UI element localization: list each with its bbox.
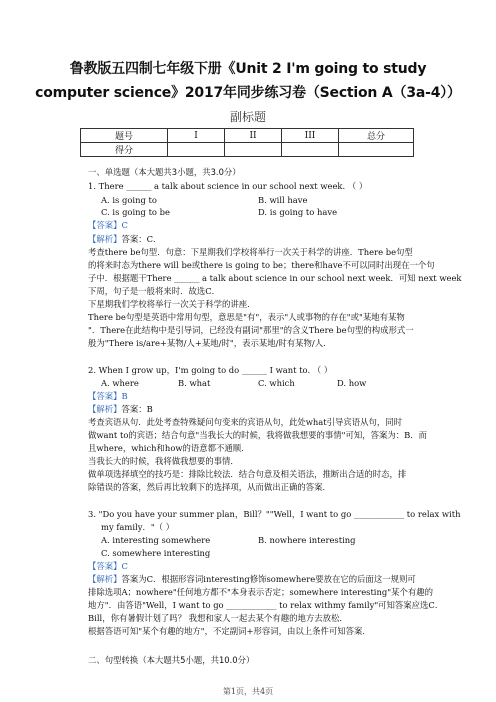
answer-tag: 【答案】 [88,561,122,571]
analysis-line [88,574,416,585]
answer-line [88,220,128,231]
analysis-line: There be句型是英语中常用句型，意思是"有"，表示"人或事物的存在"或"某地有某物 [88,312,405,322]
answer-value: C [121,561,128,571]
score-cell [225,143,282,157]
analysis-line [88,404,153,415]
option-a: A. where [101,378,139,388]
score-header-cell: 总分 [339,129,414,143]
analysis-line: 地方"．由答语"Well，I want to go ____________ to relax withmy family"可知答案应选C． [88,600,444,610]
score-cell [282,143,339,157]
analysis-tag: 【解析】 [88,404,122,414]
section-heading: 一、单选题（本大题共3小题，共3.0分） [88,167,241,177]
answer-line [88,561,128,572]
doc-title-line2: computer science》2017年同步练习卷（Section A（3a-4）） [35,85,461,101]
answer-tag: 【答案】 [88,220,122,230]
option-d: D. is going to have [258,207,338,217]
score-cell [339,143,414,157]
question-stem-cont: my family．"（ ） [101,522,175,532]
doc-title-line1: 鲁教版五四制七年级下册《Unit 2 I'm going to study [69,61,427,77]
score-header-cell: III [282,129,339,143]
analysis-line: 子中．根据题干There ______ a talk about science in our school next week．可知 next week [88,273,462,283]
analysis-line: 且where，which和how的语意都不通顺． [88,443,250,453]
analysis-line: 除错误的答案，然后再比较剩下的选择项，从而做出正确的答案． [88,482,331,492]
analysis-line: 考查there be句型．句意：下星期我们学校将举行一次关于科学的讲座．There be句型 [88,247,413,257]
section-heading: 二、句型转换（本大题共5小题，共10.0分） [88,655,255,665]
answer-value: C [121,220,128,230]
analysis-text: 答案为C．根据形容词interesting修饰somewhere要放在它的后面这一规则可 [121,574,416,584]
analysis-line [88,234,161,245]
option-a: A. interesting somewhere [101,535,211,545]
analysis-tag: 【解析】 [88,574,122,584]
analysis-line: 下周，句子是一般将来时．故选C． [88,286,221,296]
analysis-line: 下星期我们学校将举行一次关于科学的讲座． [88,299,256,309]
answer-line [88,391,128,402]
analysis-line: 根据答语可知"某个有趣的地方"，不定副词+形容词，由以上条件可知答案． [88,626,371,636]
page-footer: 第1页，共4页 [222,687,274,696]
question-stem: 3. "Do you have your summer plan，Bill？""Well，I want to go ____________ to relax with [88,509,461,519]
answer-tag: 【答案】 [88,391,122,401]
option-b: B. will have [258,195,308,205]
question-stem: 1. There ______ a talk about science in our school next week. （ ） [88,181,368,191]
option-b: B. nowhere interesting [258,535,356,545]
score-cell [168,143,225,157]
doc-subtitle: 副标题 [229,110,266,124]
analysis-text: 答案：B [121,404,153,414]
question-stem: 2. When I grow up，I'm going to do ______ I want to. （ ） [88,365,333,375]
analysis-line: Bill，你有暑假计划了吗？ 我想和家人一起去某个有趣的地方去放松． [88,613,348,623]
option-c: C. somewhere interesting [101,548,211,558]
option-b: B. what [178,378,211,388]
analysis-line: 做want to的宾语；结合句意"当我长大的时候，我将做我想要的事情"可知，答案为：B．而 [88,430,427,440]
analysis-text: 答案：C． [121,234,162,244]
analysis-tag: 【解析】 [88,234,122,244]
analysis-line: 做单项选择填空的技巧是：排除比较法．结合句意及相关语法，推断出合适的时态，排 [88,469,407,479]
score-table [80,128,414,157]
score-row-label: 得分 [81,143,168,157]
answer-value: B [121,391,128,401]
analysis-line: 当我长大的时候，我将做我想要的事情． [88,456,239,466]
option-c: C. is going to be [101,207,170,217]
option-d: D. how [337,378,367,388]
option-a: A. is going to [101,195,157,205]
analysis-line: 的将来时态为there will be或there is going to be；there和have不可以同时出现在一个句 [88,260,435,270]
analysis-line: 排除选项A；nowhere"任何地方都不"本身表示否定；somewhere interesting"某个有趣的 [88,587,433,597]
score-table-header-row [81,129,414,143]
option-c: C. which [258,378,295,388]
score-header-cell: II [225,129,282,143]
score-header-cell: I [168,129,225,143]
analysis-line: "．There在此结构中是引导词，已经没有副词"那里"的含义There be句型的构成形式一 [88,325,414,335]
analysis-line: 考查宾语从句．此处考查特殊疑问句变来的宾语从句，此处what引导宾语从句，同时 [88,417,403,427]
analysis-line: 般为"There is/are+某物/人+某地/时"，表示某地/时有某物/人． [88,338,332,348]
score-header-cell: 题号 [81,129,168,143]
score-table-row [81,143,414,157]
